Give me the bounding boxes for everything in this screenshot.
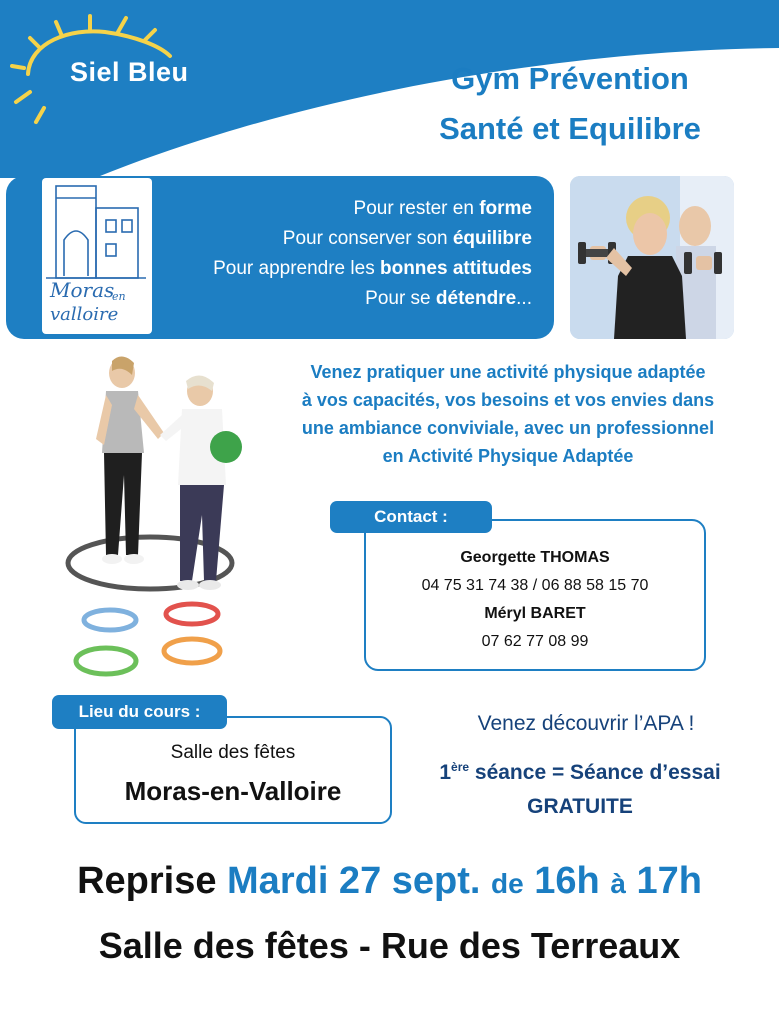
village-logo — [42, 178, 152, 334]
reprise-day: Mardi 27 sept. — [227, 860, 481, 902]
apa-discover: Venez découvrir l’APA ! — [477, 712, 695, 735]
village-logo-line-1: Moras — [50, 278, 115, 302]
intro-paragraph — [258, 358, 758, 470]
location-label: Lieu du cours : — [52, 695, 227, 729]
intro-line-4: en Activité Physique Adaptée — [382, 446, 634, 466]
contact-phone-2: 07 62 77 08 99 — [481, 633, 589, 650]
brand-logo-text: Siel Bleu — [70, 57, 189, 87]
location-place: Salle des fêtes — [170, 742, 296, 763]
contact-box — [364, 519, 706, 671]
reprise-start: 16h — [534, 860, 600, 902]
address-line: Salle des fêtes - Rue des Terreaux — [98, 925, 681, 966]
contact-name-2: Méryl BARET — [484, 605, 586, 622]
reprise-a: à — [610, 868, 626, 899]
reprise-word: Reprise — [77, 860, 217, 902]
village-tower-icon — [42, 178, 152, 288]
reprise-line — [0, 860, 779, 903]
photo-exercise-dumbbells — [570, 176, 734, 339]
location-box — [74, 716, 392, 824]
contact-phone-1: 04 75 31 74 38 / 06 88 58 15 70 — [421, 577, 649, 594]
benefit-4: Pour se détendre... — [365, 288, 532, 309]
intro-line-2: à vos capacités, vos besoins et vos envies dans — [301, 390, 715, 410]
contact-label: Contact : — [330, 501, 492, 533]
reprise-end: 17h — [636, 860, 702, 902]
benefit-2: Pour conserver son équilibre — [282, 228, 532, 249]
title-line-2: Santé et Equilibre — [439, 111, 701, 146]
trial-session: 1ère séance = Séance d’essai — [439, 760, 721, 784]
title-line-1: Gym Prévention — [451, 61, 689, 96]
benefit-3: Pour apprendre les bonnes attitudes — [213, 258, 532, 279]
trial-free: GRATUITE — [527, 795, 633, 818]
village-logo-line-3: valloire — [50, 304, 119, 325]
intro-line-1: Venez pratiquer une activité physique adaptée — [310, 362, 706, 382]
location-town: Moras-en-Valloire — [124, 776, 342, 806]
intro-line-3: une ambiance conviviale, avec un professionnel — [301, 418, 715, 438]
village-logo-line-2: en — [112, 290, 126, 303]
illustration-balance-exercise — [40, 355, 260, 685]
benefit-1: Pour rester en forme — [353, 198, 532, 219]
contact-name-1: Georgette THOMAS — [460, 549, 610, 566]
reprise-de: de — [491, 868, 524, 899]
